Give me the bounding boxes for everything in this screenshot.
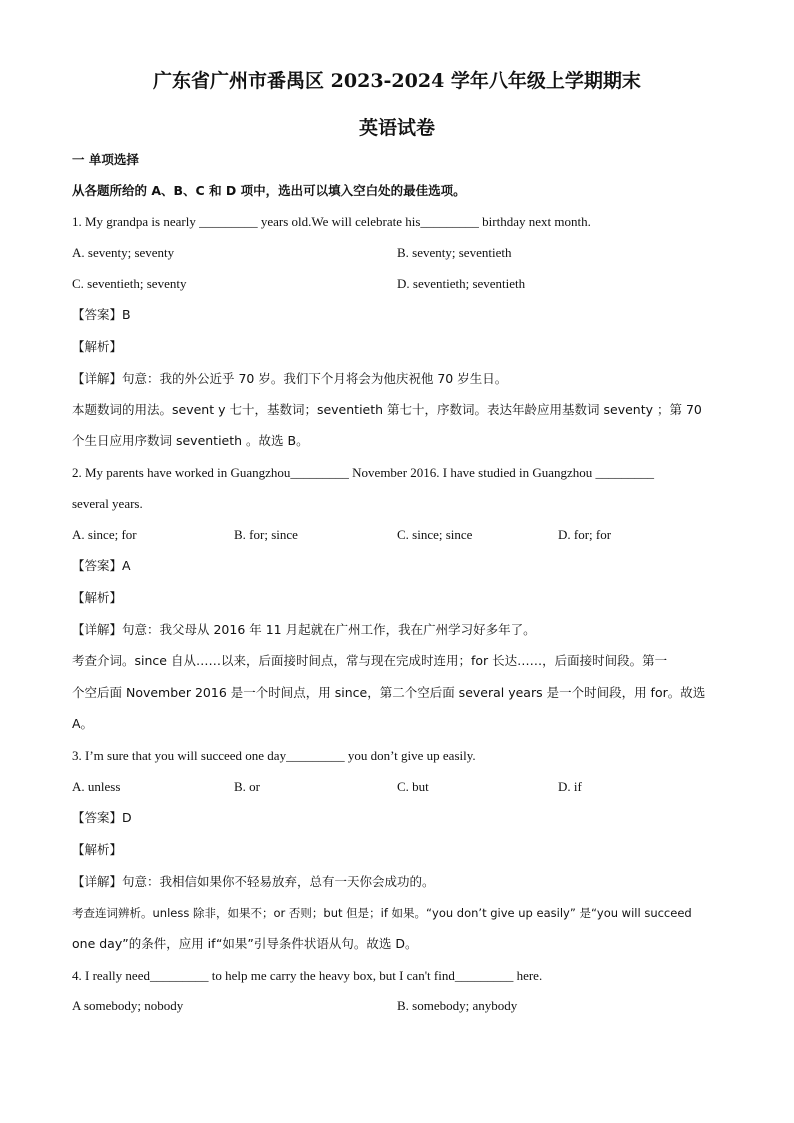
question-1-option-b: B. seventy; seventieth bbox=[397, 245, 512, 260]
question-3-option-a: A. unless bbox=[72, 779, 121, 794]
question-2-explain-3: A。 bbox=[72, 716, 94, 731]
question-1-option-a: A. seventy; seventy bbox=[72, 245, 175, 260]
question-2-answer: 【答案】A bbox=[72, 558, 131, 573]
question-3-detail: 【详解】句意：我相信如果你不轻易放弃，总有一天你会成功的。 bbox=[72, 874, 435, 889]
question-3-explain-2: one day”的条件，应用 if“如果”引导条件状语从句。故选 D。 bbox=[72, 936, 418, 951]
question-1-explain-1: 本题数词的用法。sevent y 七十，基数词；seventieth 第七十，序数词。表达年龄应用基数词 seventy ；第 70 bbox=[72, 402, 702, 417]
question-3-explain-1: 考查连词辨析。unless 除非，如果不；or 否则；but 但是；if 如果。“you don’t give up easily” 是“you will succeed bbox=[72, 906, 692, 920]
question-4-option-b: B. somebody; anybody bbox=[397, 998, 518, 1013]
question-2-option-b: B. for; since bbox=[234, 527, 298, 542]
question-1-explain-2: 个生日应用序数词 seventieth 。故选 B。 bbox=[72, 433, 309, 448]
question-1-option-d: D. seventieth; seventieth bbox=[397, 276, 526, 291]
question-2-option-a: A. since; for bbox=[72, 527, 137, 542]
question-2-explain-1: 考查介词。since 自从……以来，后面接时间点，常与现在完成时连用；for 长达……，后面接时间段。第一 bbox=[72, 653, 668, 668]
section-heading: 一 单项选择 bbox=[72, 152, 139, 167]
question-4-option-a: A somebody; nobody bbox=[72, 998, 184, 1013]
question-2-stem-continued: several years. bbox=[72, 496, 143, 511]
question-1-detail: 【详解】句意：我的外公近乎 70 岁。我们下个月将会为他庆祝他 70 岁生日。 bbox=[72, 371, 508, 386]
question-2-detail: 【详解】句意：我父母从 2016 年 11 月起就在广州工作，我在广州学习好多年了。 bbox=[72, 622, 536, 637]
question-2-option-c: C. since; since bbox=[397, 527, 473, 542]
question-3-option-d: D. if bbox=[558, 779, 582, 794]
question-1-analysis-label: 【解析】 bbox=[72, 339, 123, 354]
question-1-option-c: C. seventieth; seventy bbox=[72, 276, 187, 291]
page-subtitle: 英语试卷 bbox=[358, 117, 435, 139]
question-3-stem: 3. I’m sure that you will succeed one day_________ you don’t give up easily. bbox=[72, 748, 476, 763]
question-3-answer: 【答案】D bbox=[72, 810, 132, 825]
question-4-stem: 4. I really need_________ to help me carry the heavy box, but I can't find_________ here. bbox=[72, 968, 543, 983]
question-2-analysis-label: 【解析】 bbox=[72, 590, 123, 605]
section-instruction: 从各题所给的 A、B、C 和 D 项中，选出可以填入空白处的最佳选项。 bbox=[72, 183, 466, 198]
question-1-answer: 【答案】B bbox=[72, 307, 131, 322]
question-3-option-c: C. but bbox=[397, 779, 429, 794]
page-title: 广东省广州市番禺区 2023-2024 学年八年级上学期期末 bbox=[153, 70, 641, 92]
question-2-stem: 2. My parents have worked in Guangzhou_________ November 2016. I have studied in Guangzhou _________ bbox=[72, 465, 654, 480]
question-2-option-d: D. for; for bbox=[558, 527, 612, 542]
question-2-explain-2: 个空后面 November 2016 是一个时间点，用 since，第二个空后面 several years 是一个时间段，用 for。故选 bbox=[72, 685, 706, 700]
question-3-option-b: B. or bbox=[234, 779, 260, 794]
question-1-stem: 1. My grandpa is nearly _________ years old.We will celebrate his_________ birthday next month. bbox=[72, 214, 591, 229]
question-3-analysis-label: 【解析】 bbox=[72, 842, 123, 857]
